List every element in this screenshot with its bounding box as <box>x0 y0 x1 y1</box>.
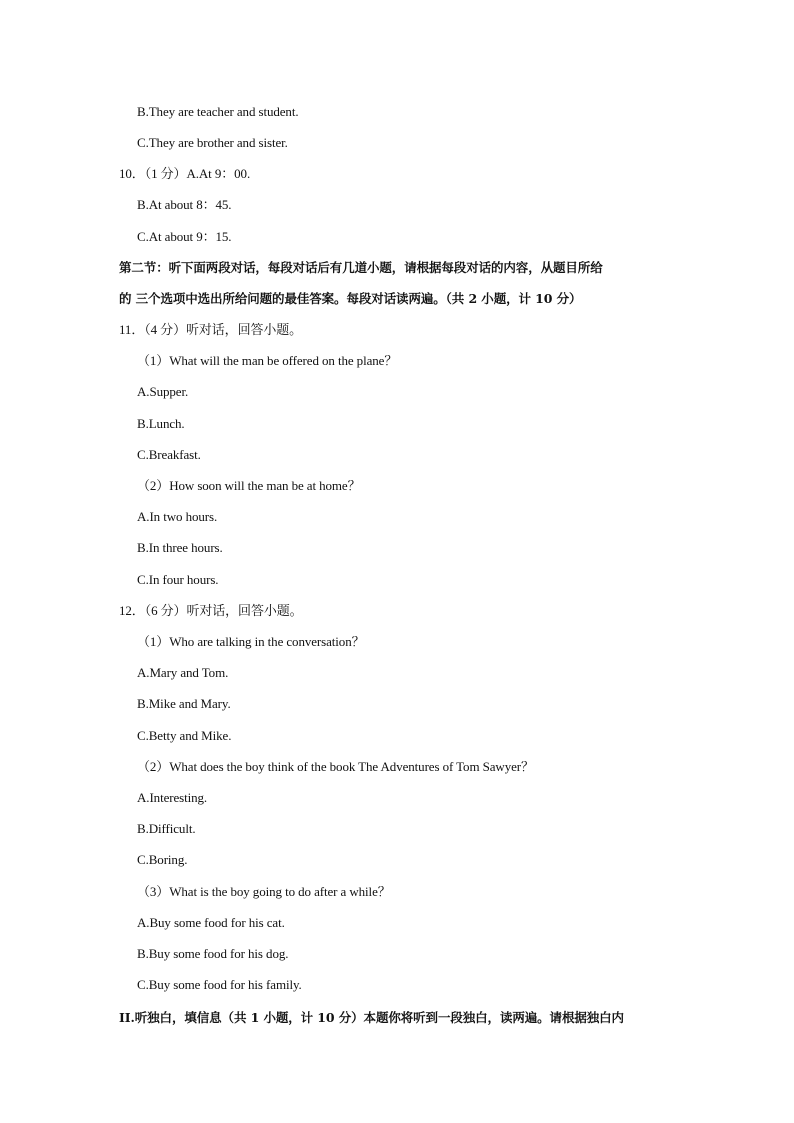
text-line: 11．（4 分）听对话，回答小题。 <box>119 322 303 337</box>
text-line: C.They are brother and sister. <box>137 135 288 150</box>
text-line: （3）What is the boy going to do after a while？ <box>137 884 391 899</box>
text-line: B.In three hours. <box>137 540 223 555</box>
text-line: B.They are teacher and student. <box>137 104 299 119</box>
text-line: C.In four hours. <box>137 572 219 587</box>
text-line: C.At about 9：15. <box>137 229 232 244</box>
text-line: B.Difficult. <box>137 821 196 836</box>
text-line: 10．（1 分）A.At 9：00. <box>119 166 251 181</box>
text-line: B.At about 8：45. <box>137 197 232 212</box>
text-line: 的 三个选项中选出所给问题的最佳答案。每段对话读两遍。（共 2 小题，计 10 分） <box>119 291 582 306</box>
text-line: A.In two hours. <box>137 509 218 524</box>
text-line: （1）What will the man be offered on the plane？ <box>137 353 398 368</box>
text-line: C.Buy some food for his family. <box>137 977 302 992</box>
text-line: A.Mary and Tom. <box>137 665 229 680</box>
text-line: B.Buy some food for his dog. <box>137 946 289 961</box>
text-line: A.Buy some food for his cat. <box>137 915 285 930</box>
text-line: B.Lunch. <box>137 416 185 431</box>
text-line: C.Boring. <box>137 852 188 867</box>
text-line: （2）How soon will the man be at home？ <box>137 478 361 493</box>
text-line: 第二节：听下面两段对话，每段对话后有几道小题，请根据每段对话的内容，从题目所给 <box>119 260 603 275</box>
text-line: A.Interesting. <box>137 790 208 805</box>
text-line: C.Betty and Mike. <box>137 728 232 743</box>
text-line: C.Breakfast. <box>137 447 201 462</box>
text-line: （1）Who are talking in the conversation？ <box>137 634 365 649</box>
text-line: II.听独白，填信息（共 1 小题，计 10 分）本题你将听到一段独白，读两遍。请根据独白内 <box>119 1010 624 1025</box>
text-line: （2）What does the boy think of the book The Adventures of Tom Sawyer？ <box>137 759 534 774</box>
text-line: A.Supper. <box>137 384 189 399</box>
text-line: B.Mike and Mary. <box>137 696 231 711</box>
text-line: 12．（6 分）听对话，回答小题。 <box>119 603 303 618</box>
